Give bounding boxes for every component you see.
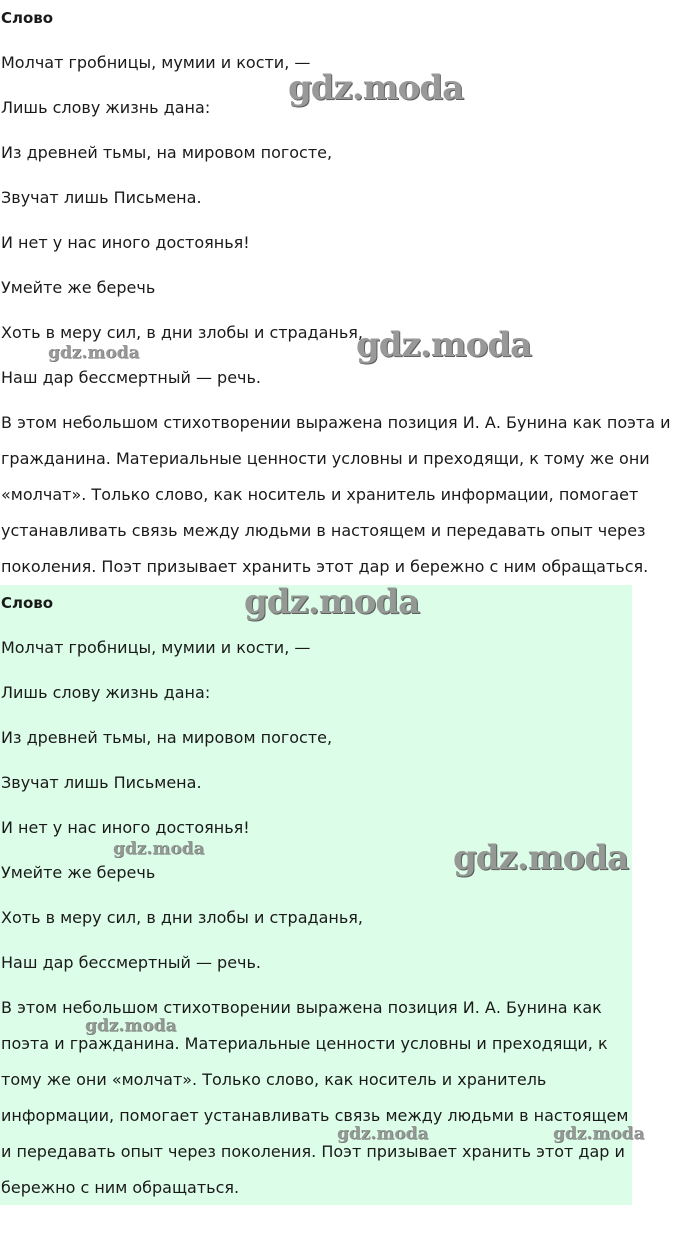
poem-title: Слово	[1, 594, 54, 612]
watermark: gdz.moda	[113, 839, 205, 859]
poem-line-2: Лишь слову жизнь дана:	[1, 98, 211, 117]
poem-line-1: Молчат гробницы, мумии и кости, —	[1, 53, 311, 72]
watermark: gdz.moda	[453, 838, 629, 878]
poem-line-4: Звучат лишь Письмена.	[1, 773, 202, 792]
poem-line-2: Лишь слову жизнь дана:	[1, 683, 211, 702]
poem-line-6: Умейте же беречь	[1, 863, 156, 882]
poem-line-3: Из древней тьмы, на мировом погосте,	[1, 143, 333, 162]
watermark: gdz.moda	[337, 1124, 429, 1144]
analysis-line-3: «молчат». Только слово, как носитель и хранитель информации, помогает	[1, 485, 639, 504]
analysis-line-1: В этом небольшом стихотворении выражена позиция И. А. Бунина как поэта и	[1, 413, 671, 432]
analysis-line-5: и передавать опыт через поколения. Поэт призывает хранить этот дар и	[1, 1142, 625, 1161]
poem-line-7: Хоть в меру сил, в дни злобы и страданья,	[1, 323, 363, 342]
watermark: gdz.moda	[48, 343, 140, 363]
watermark: gdz.moda	[356, 325, 532, 365]
poem-line-8: Наш дар бессмертный — речь.	[1, 368, 261, 387]
poem-line-6: Умейте же беречь	[1, 278, 156, 297]
analysis-line-4: информации, помогает устанавливать связь между людьми в настоящем	[1, 1106, 629, 1125]
poem-line-7: Хоть в меру сил, в дни злобы и страданья,	[1, 908, 363, 927]
poem-block-highlighted	[0, 585, 632, 1205]
watermark: gdz.moda	[553, 1124, 645, 1144]
poem-line-1: Молчат гробницы, мумии и кости, —	[1, 638, 311, 657]
poem-line-5: И нет у нас иного достоянья!	[1, 233, 250, 252]
poem-line-4: Звучат лишь Письмена.	[1, 188, 202, 207]
watermark: gdz.moda	[85, 1016, 177, 1036]
poem-title: Слово	[1, 9, 54, 27]
poem-line-3: Из древней тьмы, на мировом погосте,	[1, 728, 333, 747]
analysis-line-3: тому же они «молчат». Только слово, как носитель и хранитель	[1, 1070, 547, 1089]
analysis-line-1: В этом небольшом стихотворении выражена позиция И. А. Бунина как	[1, 998, 602, 1017]
poem-line-8: Наш дар бессмертный — речь.	[1, 953, 261, 972]
watermark: gdz.moda	[288, 68, 464, 108]
analysis-line-5: поколения. Поэт призывает хранить этот дар и бережно с ним обращаться.	[1, 557, 649, 576]
analysis-line-6: бережно с ним обращаться.	[1, 1178, 240, 1197]
poem-line-5: И нет у нас иного достоянья!	[1, 818, 250, 837]
watermark: gdz.moda	[244, 582, 420, 622]
analysis-line-4: устанавливать связь между людьми в настоящем и передавать опыт через	[1, 521, 646, 540]
analysis-line-2: поэта и гражданина. Материальные ценности условны и преходящи, к	[1, 1034, 608, 1053]
analysis-line-2: гражданина. Материальные ценности условны и преходящи, к тому же они	[1, 449, 650, 468]
